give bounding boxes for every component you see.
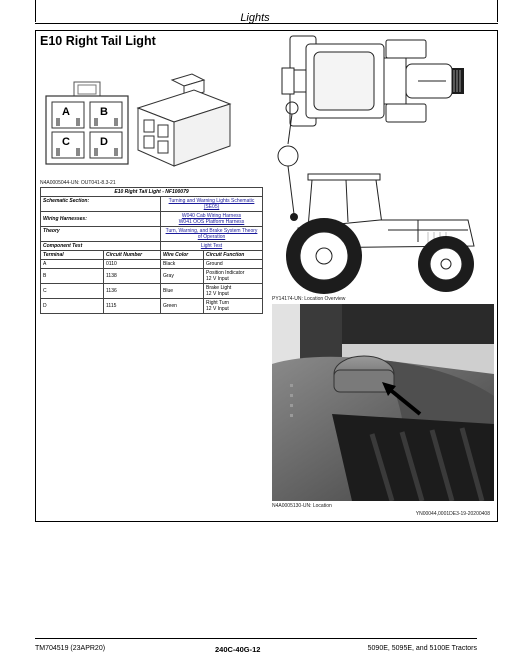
page-title: Lights — [240, 12, 270, 24]
table-row — [41, 269, 263, 284]
location-photo-drawing — [272, 304, 494, 501]
section-title: E10 Right Tail Light — [40, 34, 156, 48]
harness-links — [161, 212, 263, 227]
footer-center: 240C-40G-12 — [215, 645, 261, 654]
harness-link-platform[interactable]: W041 OOS Platform Harness — [178, 219, 245, 225]
wire-color-cell: Blue — [161, 284, 204, 299]
circuit-cell: 0110 — [104, 260, 161, 269]
overview-caption: PY14174-UN: Location Overview — [272, 296, 346, 302]
function-cell — [204, 269, 263, 284]
table-row — [41, 260, 263, 269]
col-header-circuit: Circuit Number — [104, 251, 161, 260]
terminal-cell: A — [41, 260, 104, 269]
connector-face-drawing — [42, 80, 132, 170]
schematic-label: Schematic Section: — [41, 197, 161, 212]
function-line: Right Turn — [206, 300, 230, 306]
function-line: Brake Light — [206, 285, 232, 291]
location-photo — [272, 304, 494, 501]
circuit-cell: 1138 — [104, 269, 161, 284]
harness-label: Wiring Harnesses: — [41, 212, 161, 227]
connector-face-figure — [42, 80, 132, 170]
connector-isometric-figure — [134, 70, 234, 175]
table-header-row — [41, 251, 263, 260]
connector-caption: N4A0005044-UN: OUT041-8.3-21 — [40, 180, 116, 186]
circuit-table — [40, 187, 263, 314]
pin-label-c: C — [62, 136, 70, 148]
wire-color-cell: Black — [161, 260, 204, 269]
harness-link-cab[interactable]: W040 Cab Wiring Harness — [181, 213, 242, 219]
schematic-link[interactable]: Turning and Warning Lights Schematic (SE05) — [161, 197, 263, 212]
function-line: Position Indicator — [206, 270, 245, 276]
table-row — [41, 197, 263, 212]
header-divider — [35, 23, 498, 24]
theory-label: Theory — [41, 227, 161, 242]
col-header-function: Circuit Function — [204, 251, 263, 260]
table-row — [41, 299, 263, 314]
location-caption: N4A0005130-UN: Location — [272, 503, 332, 509]
tractor-overview-drawing — [268, 32, 494, 294]
terminal-cell: B — [41, 269, 104, 284]
table-row — [41, 242, 263, 251]
footer-divider — [35, 638, 477, 639]
function-cell — [204, 284, 263, 299]
function-cell: Ground — [204, 260, 263, 269]
document-id: YN00044,0001DE3-19-20200408 — [415, 511, 490, 517]
col-header-terminal: Terminal — [41, 251, 104, 260]
tractor-overview-figure — [268, 32, 494, 294]
theory-link[interactable]: Turn, Warning, and Brake System Theory of Operation — [161, 227, 263, 242]
function-line: 12 V Input — [206, 291, 229, 297]
wire-color-cell: Gray — [161, 269, 204, 284]
table-row — [41, 227, 263, 242]
terminal-cell: D — [41, 299, 104, 314]
col-header-color: Wire Color — [161, 251, 204, 260]
connector-isometric-drawing — [134, 70, 234, 175]
circuit-cell: 1136 — [104, 284, 161, 299]
component-test-label: Component Test — [41, 242, 161, 251]
pin-label-d: D — [100, 136, 108, 148]
table-row — [41, 212, 263, 227]
table-title-row — [41, 188, 263, 197]
function-cell — [204, 299, 263, 314]
wire-color-cell: Green — [161, 299, 204, 314]
footer-left: TM704519 (23APR20) — [35, 645, 106, 652]
terminal-cell: C — [41, 284, 104, 299]
circuit-cell: 1115 — [104, 299, 161, 314]
pin-label-b: B — [100, 106, 108, 118]
pin-label-a: A — [62, 106, 70, 118]
table-row — [41, 284, 263, 299]
function-line: 12 V Input — [206, 276, 229, 282]
table-title: E10 Right Tail Light - NF100079 — [41, 188, 263, 197]
footer-right: 5090E, 5095E, and 5100E Tractors — [367, 645, 477, 652]
component-test-link[interactable]: Light Test — [161, 242, 263, 251]
function-line: 12 V Input — [206, 306, 229, 312]
